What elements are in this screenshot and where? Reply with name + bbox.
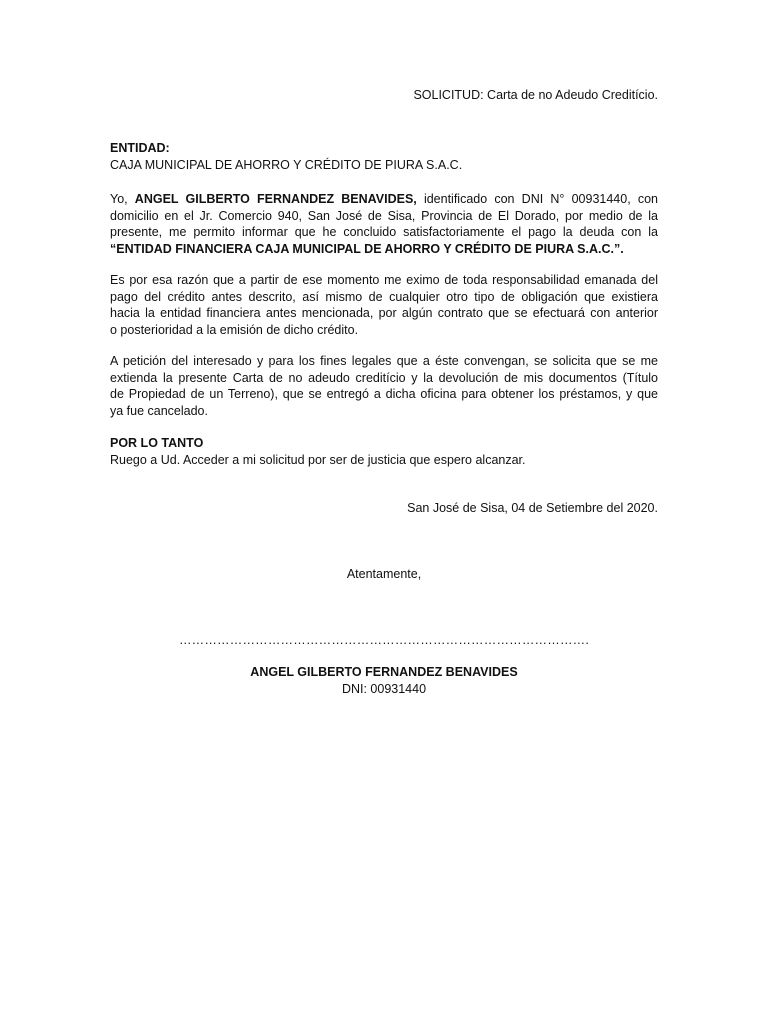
paragraph-line: de Propiedad de un Terreno), que se entregó a dicha oficina para obtener los préstamos, y que (110, 387, 658, 401)
signer-id: DNI: 00931440 (341, 682, 427, 696)
paragraph-line: presente, me permito informar que he concluido satisfactoriamente el pago la deuda con la (110, 225, 658, 239)
paragraph-release (110, 272, 658, 338)
closing-text: Ruego a Ud. Acceder a mi solicitud por ser de justicia que espero alcanzar. (110, 453, 526, 467)
entity-name: CAJA MUNICIPAL DE AHORRO Y CRÉDITO DE PIURA S.A.C. (110, 158, 463, 172)
salutation: Atentamente, (346, 567, 422, 581)
paragraph-line: extienda la presente Carta de no adeudo creditício y la devolución de mis documentos (Título (110, 370, 658, 385)
paragraph-line: Yo, ANGEL GILBERTO FERNANDEZ BENAVIDES, identificado con DNI N° 00931440, con (110, 192, 658, 206)
paragraph-line: hacia la entidad financiera antes mencionada, por algún contrato que se efectuará con anterior (110, 306, 658, 320)
paragraph-line: “ENTIDAD FINANCIERA CAJA MUNICIPAL DE AHORRO Y CRÉDITO DE PIURA S.A.C.”. (110, 241, 624, 256)
paragraph-line: domicilio en el Jr. Comercio 940, San José de Sisa, Provincia de El Dorado, por medio de la (110, 208, 658, 223)
place-date: San José de Sisa, 04 de Setiembre del 2020. (407, 501, 658, 515)
signer-name: ANGEL GILBERTO FERNANDEZ BENAVIDES (250, 665, 518, 679)
closing-heading: POR LO TANTO (110, 436, 204, 450)
entity-label: ENTIDAD: (110, 141, 170, 155)
paragraph-request (110, 353, 658, 419)
declarant-name: ANGEL GILBERTO FERNANDEZ BENAVIDES, (134, 192, 417, 206)
paragraph-declaration (110, 191, 658, 257)
paragraph-line: Es por esa razón que a partir de ese momento me eximo de toda responsabilidad emanada del (110, 273, 658, 287)
paragraph-line: A petición del interesado y para los fines legales que a éste convengan, se solicita que se me (110, 354, 658, 368)
paragraph-line: o posterioridad a la emisión de dicho crédito. (110, 322, 359, 337)
paragraph-line: pago del crédito antes descrito, así mismo de cualquier otro tipo de obligación que existiera (110, 289, 658, 304)
subject-line: SOLICITUD: Carta de no Adeudo Creditício. (413, 88, 658, 102)
paragraph-line: ya fue cancelado. (110, 403, 208, 418)
signature-line: ……………………………………………………………………………………. (178, 633, 590, 647)
